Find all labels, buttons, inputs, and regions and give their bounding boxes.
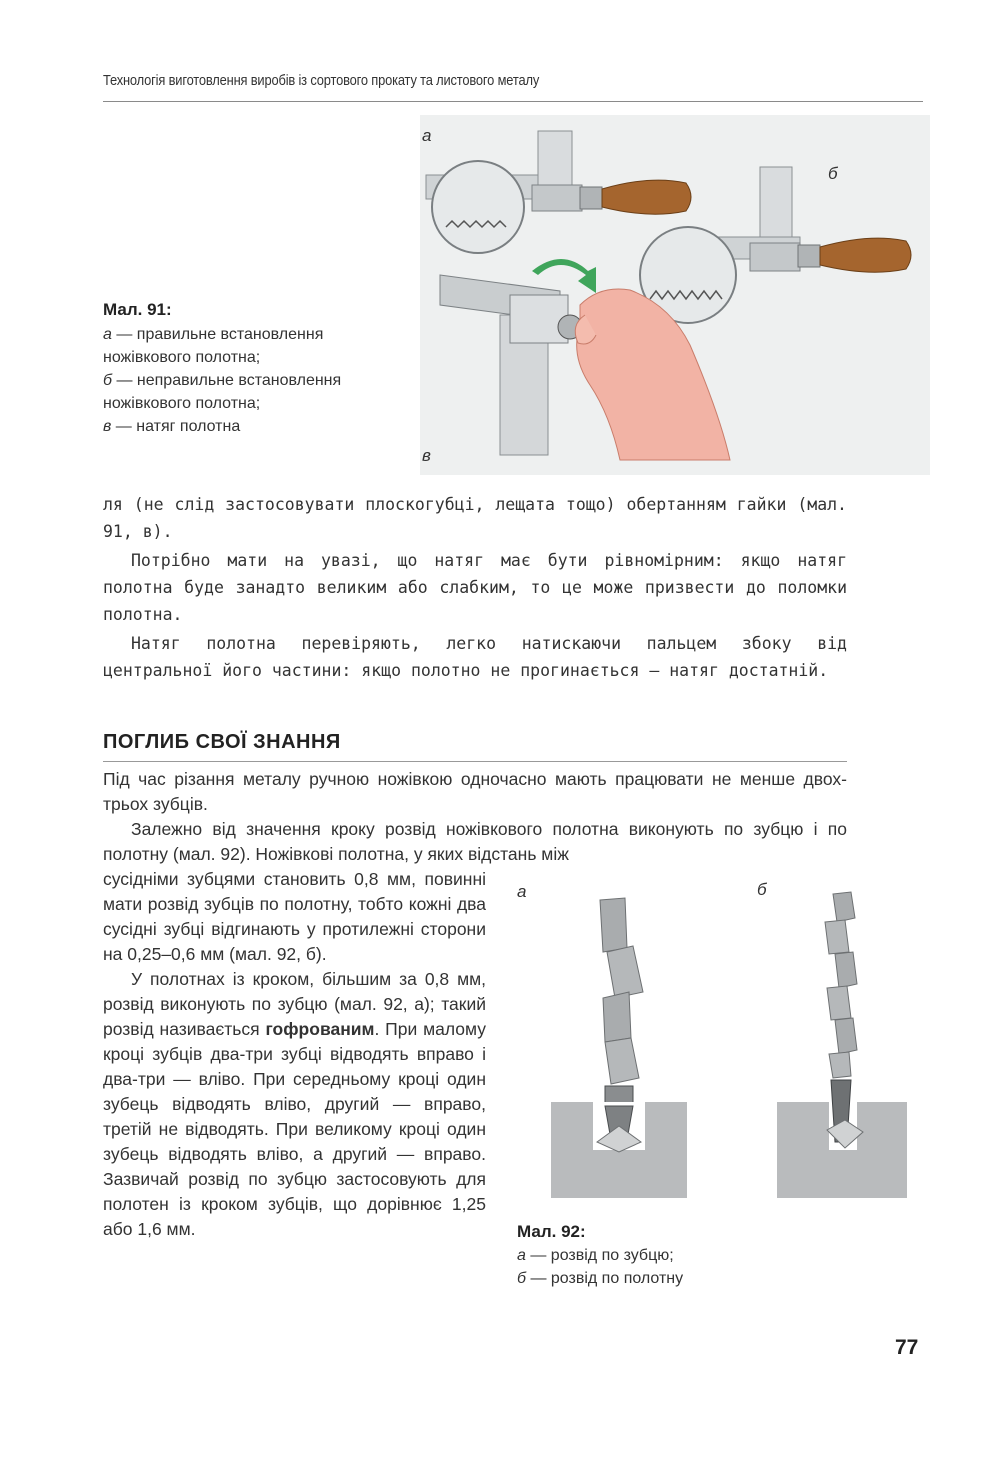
figure-91-illustration bbox=[420, 115, 930, 475]
figure-91-label-a: а bbox=[422, 126, 432, 145]
body-text bbox=[103, 491, 847, 684]
figure-92-caption bbox=[517, 1222, 877, 1290]
section-paragraph-2-continued: сусідніми зубцями становить 0,8 мм, повинні мати розвід зубців по полотну, тобто кожні два сусідні зубці відгинають у протилежні сторони на 0,25–0,6 мм (мал. 92, б). bbox=[103, 869, 486, 964]
paragraph-3-start: У полотнах із кроком, більшим за 0,8 мм, розвід виконують по зубцю (мал. 92, а); такий розвід називається bbox=[103, 969, 486, 1039]
figure-91-caption-a bbox=[103, 323, 403, 369]
caption92-text-a: — розвід по зубцю; bbox=[525, 1247, 674, 1264]
section-text-full bbox=[103, 767, 847, 867]
figure-91-label-b: б bbox=[828, 164, 838, 183]
figure-91-caption bbox=[103, 300, 403, 438]
term-gofrovanym: гофрованим bbox=[265, 1019, 375, 1039]
caption-letter-v: в bbox=[103, 418, 112, 435]
caption-text-v: — натяг полотна bbox=[111, 418, 241, 435]
figure-92-caption-a bbox=[517, 1244, 877, 1267]
caption-letter-b: б bbox=[103, 372, 112, 389]
body-paragraph-1: ля (не слід застосовувати плоскогубці, лещата тощо) обертанням гайки (мал. 91, в). bbox=[103, 495, 847, 541]
caption92-letter-b: б bbox=[517, 1270, 526, 1287]
figure-92-caption-title: Мал. 92: bbox=[517, 1222, 586, 1241]
body-paragraph-3: Натяг полотна перевіряють, легко натискаючи пальцем збоку від центральної його частини: якщо полотно не прогинається — натяг достатній. bbox=[103, 634, 847, 680]
page-number: 77 bbox=[895, 1336, 919, 1359]
body-paragraph-2: Потрібно мати на увазі, що натяг має бути рівномірним: якщо натяг полотна буде занадто великим або слабким, то це може призвести до поломки полотна. bbox=[103, 551, 847, 624]
caption-text-b: — неправильне встановлення ножівкового полотна; bbox=[103, 372, 342, 412]
caption92-letter-a: а bbox=[517, 1247, 526, 1264]
caption-letter-a: а bbox=[103, 326, 112, 343]
caption-text-a: — правильне встановлення ножівкового полотна; bbox=[103, 326, 324, 366]
figure-92-label-b: б bbox=[757, 880, 767, 899]
figure-92-label-a: а bbox=[517, 882, 527, 901]
section-title: ПОГЛИБ СВОЇ ЗНАННЯ bbox=[103, 731, 341, 753]
section-paragraph-1: Під час різання металу ручною ножівкою одночасно мають працювати не менше двох-трьох зубців. bbox=[103, 769, 847, 814]
header-rule bbox=[103, 101, 923, 102]
section-paragraph-3 bbox=[103, 967, 486, 1242]
figure-92-caption-b bbox=[517, 1267, 877, 1290]
figure-91-caption-v bbox=[103, 415, 403, 438]
section-rule bbox=[103, 761, 847, 762]
figure-91-caption-b bbox=[103, 369, 403, 415]
tooth-set-by-blade bbox=[777, 892, 907, 1198]
tooth-set-by-tooth bbox=[551, 898, 687, 1198]
figure-91-label-v: в bbox=[422, 446, 431, 465]
section-text-column bbox=[103, 867, 486, 1242]
paragraph-3-end: . При малому кроці зубців два-три зубці відводять вправо і два-три — вліво. При середньому кроці один зубець відводять вліво, другий — вправо, третій не відводять. При великому кроці один зубець відводять вліво, а другий — вправо. Зазвичай розвід по зубцю застосовують для полотен із кроком зубців, що дорівнює 1,25 або 1,6 мм. bbox=[103, 1019, 486, 1239]
section-paragraph-2: Залежно від значення кроку розвід ножівкового полотна виконують по зубцю і по полотну (мал. 92). Ножівкові полотна, у яких відстань між bbox=[103, 819, 847, 864]
figure-92-illustration bbox=[545, 880, 915, 1200]
figure-91-caption-title: Мал. 91: bbox=[103, 300, 172, 319]
running-header: Технологія виготовлення виробів із сортового прокату та листового металу bbox=[103, 72, 540, 89]
caption92-text-b: — розвід по полотну bbox=[526, 1270, 684, 1287]
